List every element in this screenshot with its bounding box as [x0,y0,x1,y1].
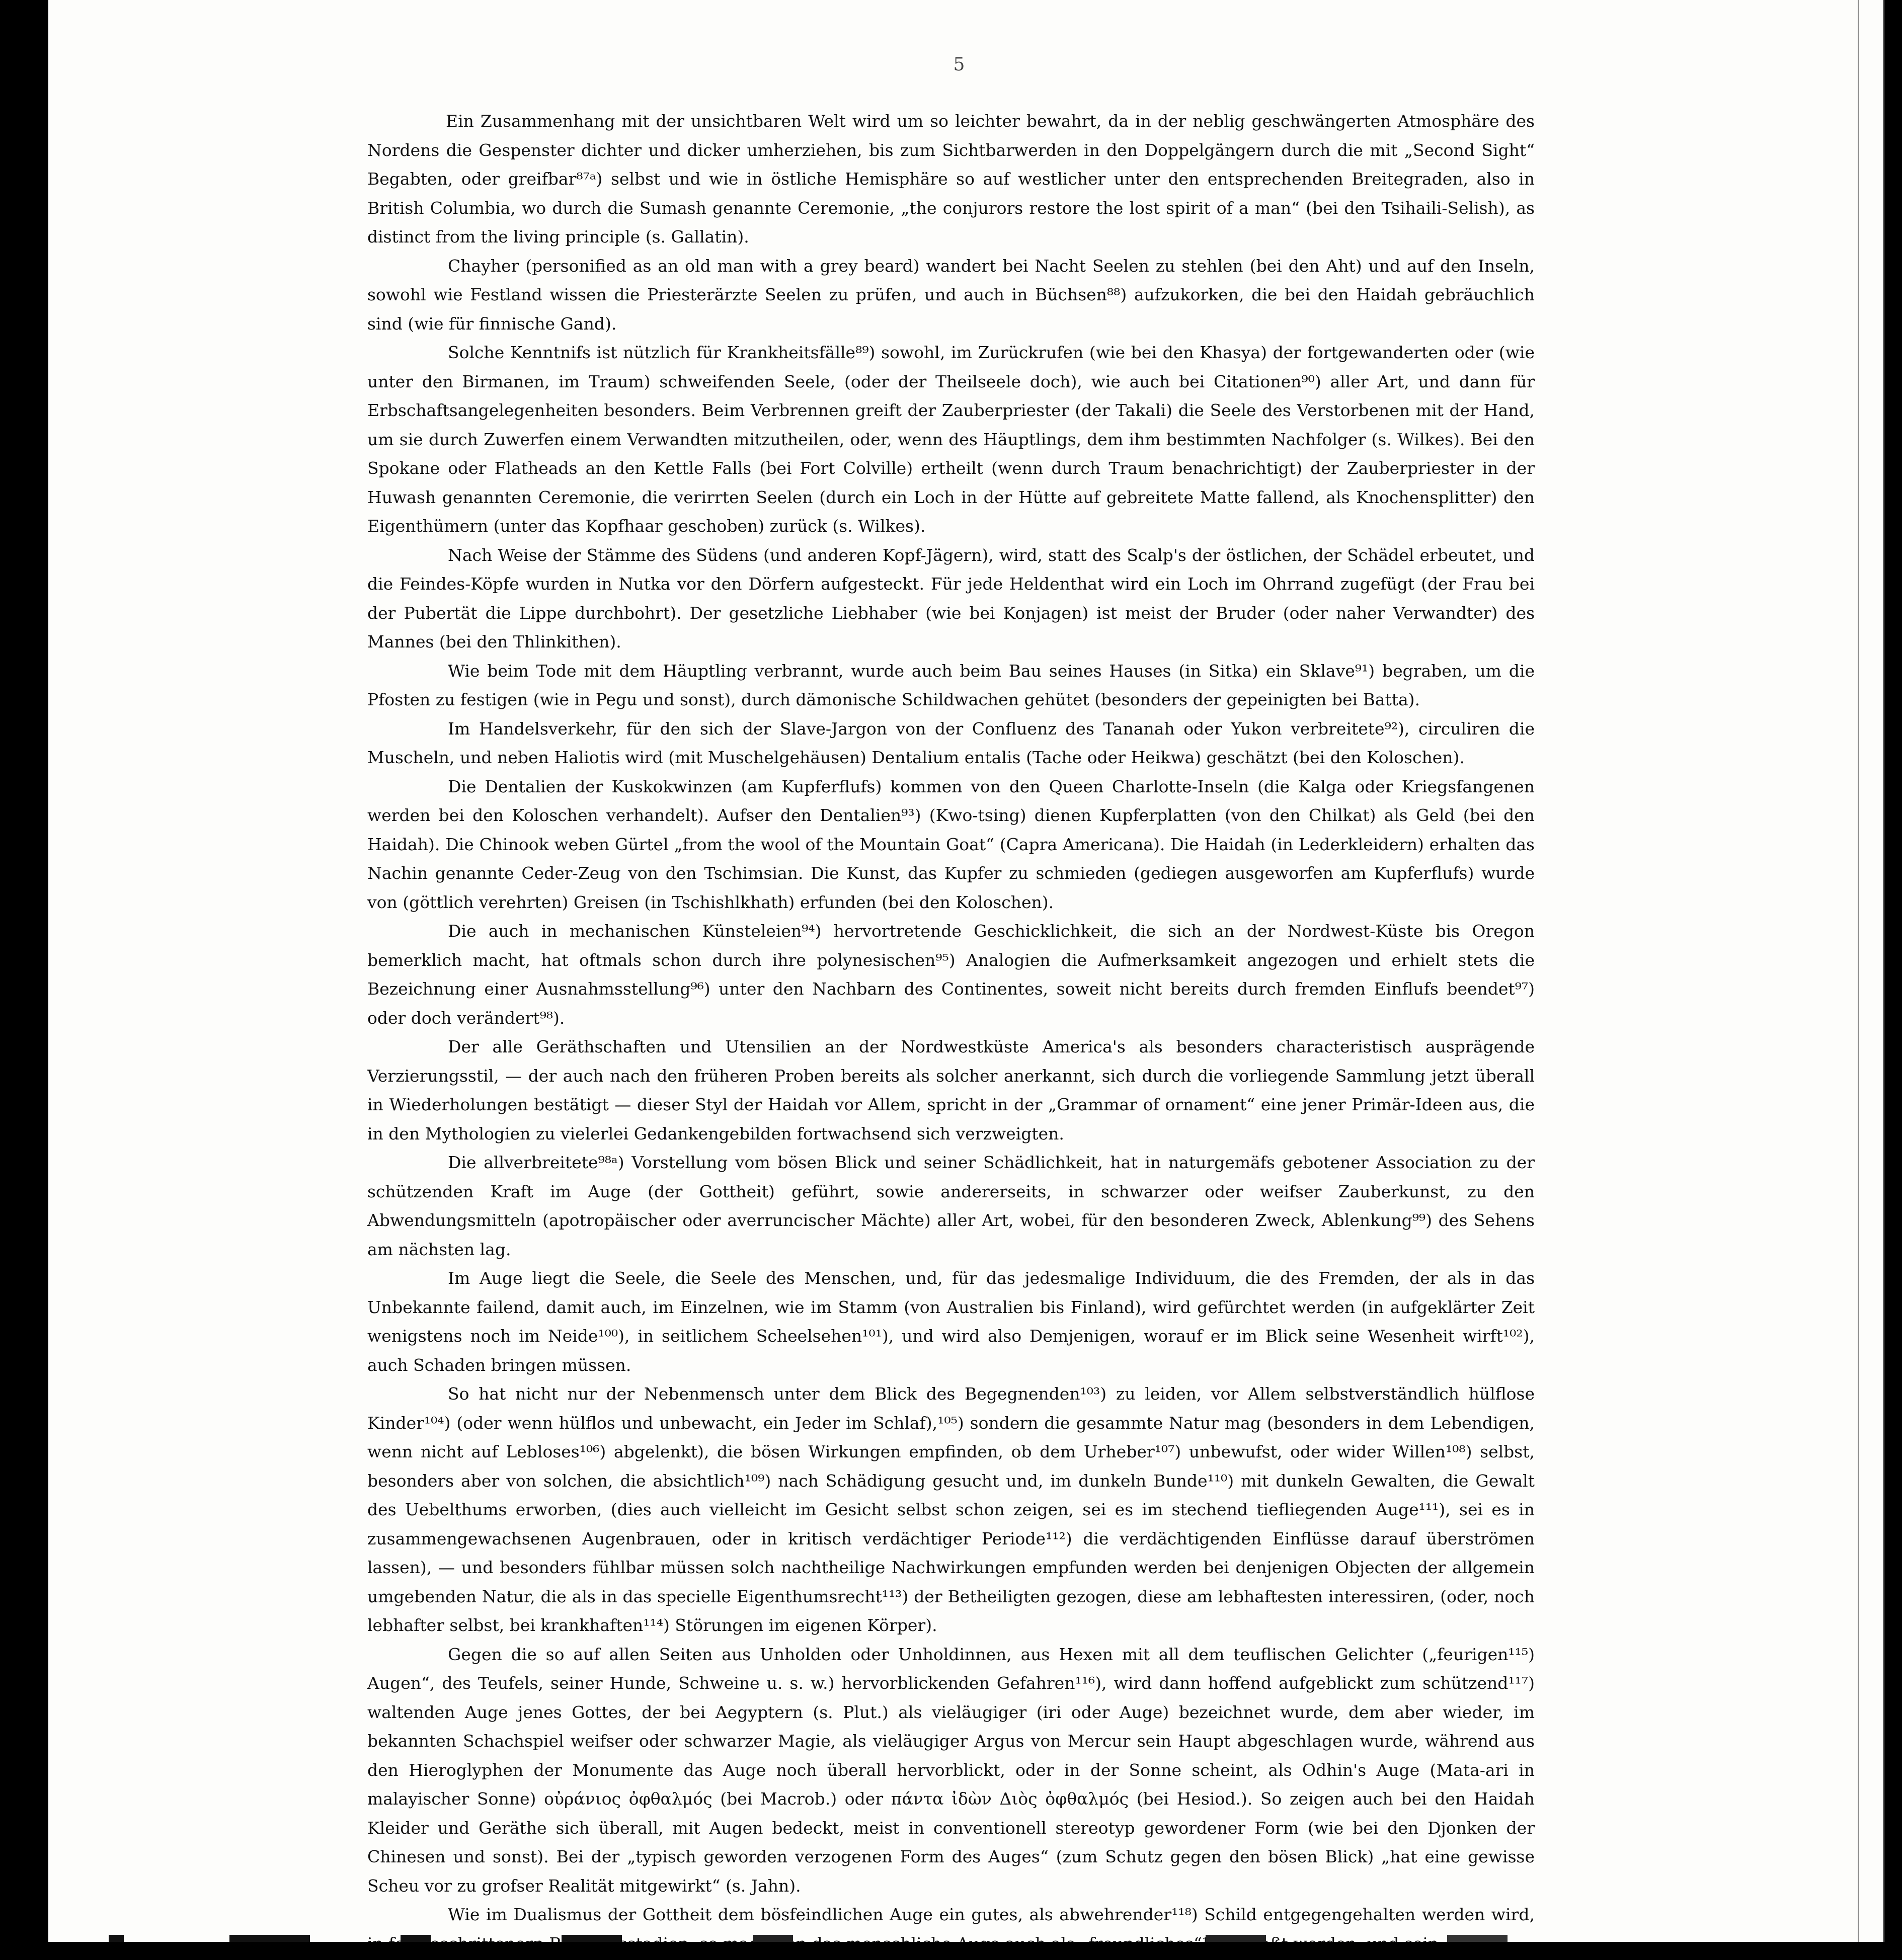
scan-bottom-edge [0,1942,1902,1960]
paragraph: Nach Weise der Stämme des Südens (und anderen Kopf-Jägern), wird, statt des Scalp's der östlichen, der Schädel erbeutet, und die Feindes-Köpfe wurden in Nutka vor den Dörfern aufgesteckt. Für jede Heldenthat wird ein Loch im Ohrrand zugefügt (der Frau bei der Pubertät die Lippe durchbohrt). Der gesetzliche Liebhaber (wie bei Konjagen) ist meist der Bruder (oder naher Verwandter) des Mannes (bei den Thlinkithen). [367,545,1535,651]
page-number: 5 [953,54,965,75]
paragraph: Die auch in mechanischen Künsteleien⁹⁴) hervortretende Geschicklichkeit, die sich an der Nordwest-Küste bis Oregon bemerklich macht, hat oftmals schon durch ihre polynesischen⁹⁵) Analogien die Aufmerksamkeit angezogen und erhielt stets die Bezeichnung einer Ausnahmsstellung⁹⁶) unter den Nachbarn des Continentes, soweit nicht bereits durch fremden Einflufs beendet⁹⁷) oder doch verändert⁹⁸). [367,921,1535,1028]
page-inner-rule [1858,0,1859,1942]
page-right-border [1883,0,1885,1942]
paragraph: Chayher (personified as an old man with a grey beard) wandert bei Nacht Seelen zu stehlen (bei den Aht) und auf den Inseln, sowohl wie Festland wissen die Priesterärzte Seelen zu prüfen, und auch in Büchsen⁸⁸) aufzukorken, die bei den Haidah gebräuchlich sind (wie für finnische Gand). [367,256,1535,334]
bottom-scan-artifacts [48,1935,1885,1942]
body-text [367,107,1535,1958]
paragraph: Solche Kenntnifs ist nützlich für Krankheitsfälle⁸⁹) sowohl, im Zurückrufen (wie bei den Khasya) der fortgewanderten oder (wie unter den Birmanen, im Traum) schweifenden Seele, (oder der Theilseele doch), wie auch bei Citationen⁹⁰) aller Art, und dann für Erbschaftsangelegenheiten besonders. Beim Verbrennen greift der Zauberpriester (der Takali) die Seele des Verstorbenen mit der Hand, um sie durch Zuwerfen einem Verwandten mitzutheilen, oder, wenn des Häuptlings, dem ihm bestimmten Nachfolger (s. Wilkes). Bei den Spokane oder Flatheads an den Kettle Falls (bei Fort Colville) ertheilt (wenn durch Traum benachrichtigt) der Zauberpriester in der Huwash genannten Ceremonie, die verirrten Seelen (durch ein Loch in der Hütte auf gebreitete Matte fallend, als Knochensplitter) den Eigenthümern (unter das Kopfhaar geschoben) zurück (s. Wilkes). [367,343,1535,536]
paragraph: Wie beim Tode mit dem Häuptling verbrannt, wurde auch beim Bau seines Hauses (in Sitka) ein Sklave⁹¹) begraben, um die Pfosten zu festigen (wie in Pegu und sonst), durch dämonische Schildwachen gehütet (besonders der gepeinigten bei Batta). [367,661,1535,709]
paragraph: Gegen die so auf allen Seiten aus Unholden oder Unholdinnen, aus Hexen mit all dem teuflischen Gelichter („feurigen¹¹⁵) Augen“, des Teufels, seiner Hunde, Schweine u. s. w.) hervorblickenden Gefahren¹¹⁶), wird dann hoffend aufgeblickt zum schützend¹¹⁷) waltenden Auge jenes Gottes, der bei Aegyptern (s. Plut.) als vieläugiger (iri oder Auge) bezeichnet wurde, dem aber wieder, im bekannten Schachspiel weifser oder schwarzer Magie, als vieläugiger Argus von Mercur sein Haupt abgeschlagen wurde, während aus den Hieroglyphen der Monumente das Auge noch überall hervorblickt, oder in der Sonne scheint, als Odhin's Auge (Mata-ari in malayischer Sonne) οὐράνιος ὀφθαλμός (bei Macrob.) oder πάντα ἰδὼν Διὸς ὀφθαλμός (bei Hesiod.). So zeigen auch bei den Haidah Kleider und Geräthe sich überall, mit Augen bedeckt, meist in conventionell stereotyp gewordener Form (wie bei den Djonken der Chinesen und sonst). Bei der „typisch geworden verzogenen Form des Auges“ (zum Schutz gegen den bösen Blick) „hat eine gewisse Scheu vor zu grofser Realität mitgewirkt“ (s. Jahn). [367,1644,1535,1896]
paragraph: Im Handelsverkehr, für den sich der Slave-Jargon von der Confluenz des Tananah oder Yukon verbreitete⁹²), circuliren die Muscheln, und neben Haliotis wird (mit Muschelgehäusen) Dentalium entalis (Tache oder Heikwa) geschätzt (bei den Koloschen). [367,718,1535,767]
body-text-block [367,107,1535,1958]
paragraph: Ein Zusammenhang mit der unsichtbaren Welt wird um so leichter bewahrt, da in der neblig geschwängerten Atmosphäre des Nordens die Gespenster dichter und dicker umherziehen, bis zum Sichtbarwerden in den Doppelgängern durch die mit „Second Sight“ Begabten, oder greifbar⁸⁷ᵃ) selbst und wie in östliche Hemisphäre so auf westlicher unter den entsprechenden Breitegraden, also in British Columbia, wo durch die Sumash genannte Ceremonie, „the conjurors restore the lost spirit of a man“ (bei den Tsihaili-Selish), as distinct from the living principle (s. Gallatin). [367,111,1535,247]
paragraph: Im Auge liegt die Seele, die Seele des Menschen, und, für das jedesmalige Individuum, die des Fremden, der als in das Unbekannte failend, damit auch, im Einzelnen, wie im Stamm (von Australien bis Finland), wird gefürchtet werden (in aufgeklärter Zeit wenigstens noch im Neide¹⁰⁰), in seitlichem Scheelsehen¹⁰¹), und wird also Demjenigen, worauf er im Blick seine Wesenheit wirft¹⁰²), auch Schaden bringen müssen. [367,1268,1535,1375]
paragraph: Wie im Dualismus der Gottheit dem bösfeindlichen Auge ein gutes, als abwehrender¹¹⁸) Schild entgegengehalten werden wird, [448,1905,1535,1924]
paragraph: Die allverbreitete⁹⁸ᵃ) Vorstellung vom bösen Blick und seiner Schädlichkeit, hat in naturgemäfs gebotener Association zu der schützenden Kraft im Auge (der Gottheit) geführt, sowie andererseits, in schwarzer oder weifser Zauberkunst, zu den Abwendungsmitteln (apotropäischer oder averruncischer Mächte) aller Art, wobei, für den besonderen Zweck, Ablenkung⁹⁹) des Sehens am nächsten lag. [367,1153,1535,1259]
paragraph: Der alle Geräthschaften und Utensilien an der Nordwestküste America's als besonders characteristisch ausprägende Verzierungsstil, — der auch nach den früheren Proben bereits als solcher anerkannt, sich durch die vorliegende Sammlung jetzt überall in Wiederholungen bestätigt — dieser Styl der Haidah vor Allem, spricht in der „Grammar of ornament“ eine jener Primär-Ideen aus, die in den Mythologien zu vielerlei Gedankengebilden fortwachsend sich verzweigten. [367,1037,1535,1144]
paragraph: Die Dentalien der Kuskokwinzen (am Kupferflufs) kommen von den Queen Charlotte-Inseln (die Kalga oder Kriegsfangenen werden bei den Koloschen verhandelt). Aufser den Dentalien⁹³) (Kwo-tsing) dienen Kupferplatten (von den Chilkat) als Geld (bei den Haidah). Die Chinook weben Gürtel „from the wool of the Mountain Goat“ (Capra Americana). Die Haidah (in Lederkleidern) erhalten das Nachin genannte Ceder-Zeug von den Tschimsian. Die Kunst, das Kupfer zu schmieden (gediegen ausgeworfen am Kupferflufs) wurde von (göttlich verehrten) Greisen (in Tschishlkhath) erfunden (bei den Koloschen). [367,776,1535,912]
paragraph: So hat nicht nur der Nebenmensch unter dem Blick des Begegnenden¹⁰³) zu leiden, vor Allem selbstverständlich hülflose Kinder¹⁰⁴) (oder wenn hülflos und unbewacht, ein Jeder im Schlaf),¹⁰⁵) sondern die gesammte Natur mag (besonders in dem Lebendigen, wenn nicht auf Lebloses¹⁰⁶) abgelenkt), die bösen Wirkungen empfinden, ob dem Urheber¹⁰⁷) unbewufst, oder wider Willen¹⁰⁸) selbst, besonders aber von solchen, die absichtlich¹⁰⁹) nach Schädigung gesucht und, im dunkeln Bunde¹¹⁰) mit dunkeln Gewalten, die Gewalt des Uebelthums erworben, (dies auch vielleicht im Gesicht selbst schon zeigen, sei es im stechend tiefliegenden Auge¹¹¹), sei es in zusammengewachsenen Augenbrauen, oder in kritisch verdächtiger Periode¹¹²) die verdächtigenden Einflüsse darauf überströmen lassen), — und besonders fühlbar müssen solch nachtheilige Nachwirkungen empfunden werden bei denjenigen Objecten der allgemein umgebenden Natur, die als in das specielle Eigenthumsrecht¹¹³) der Betheiligten gezogen, diese am lebhaftesten interessiren, (oder, noch lebhafter selbst, bei krankhaften¹¹⁴) Störungen im eigenen Körper). [367,1384,1535,1635]
